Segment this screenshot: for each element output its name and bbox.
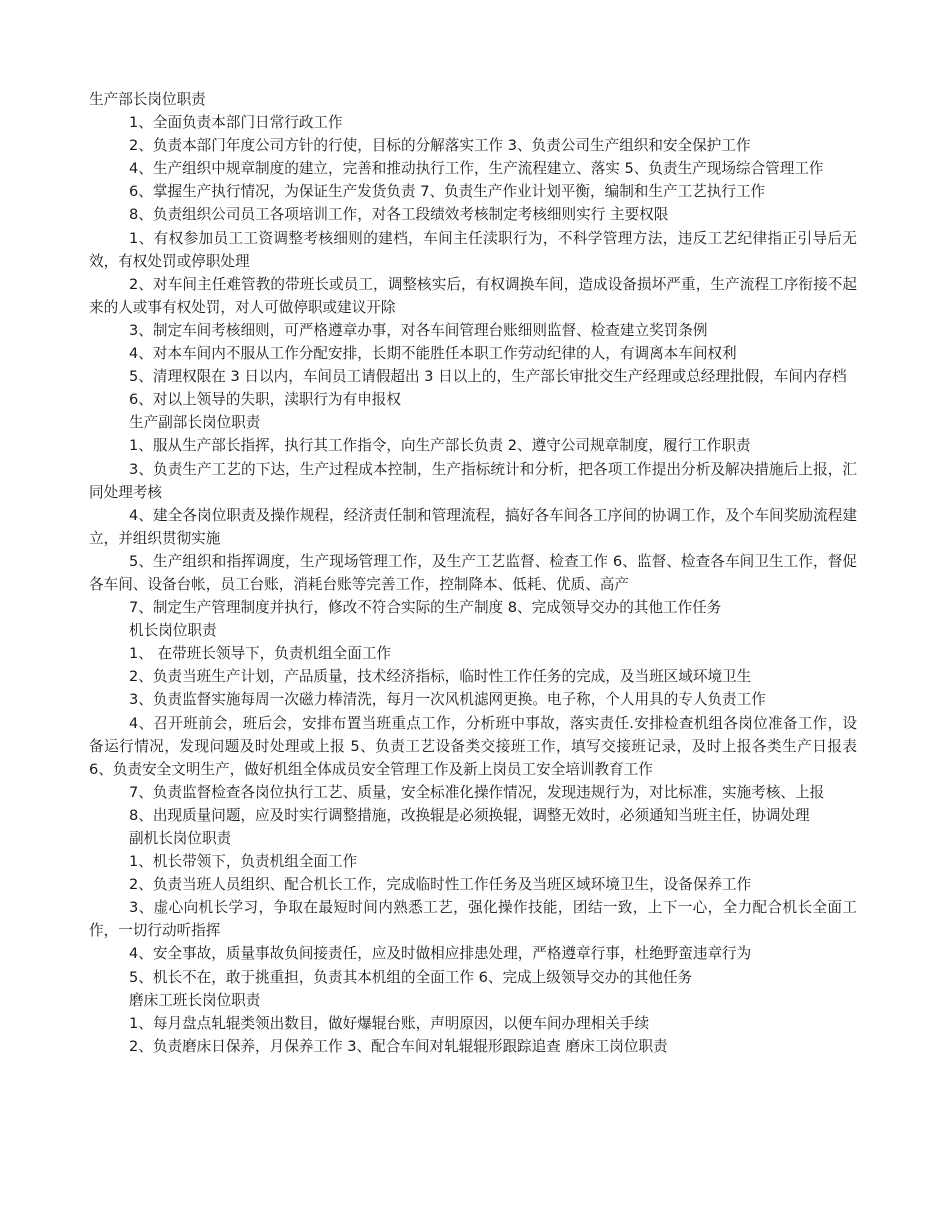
paragraph: 8、出现质量问题，应及时实行调整措施，改换辊是必须换辊，调整无效时，必须通知当班主任，协调处理: [129, 806, 810, 824]
paragraph: 4、生产组织中规章制度的建立，完善和推动执行工作，生产流程建立、落实 5、负责生产现场综合管理工作: [129, 160, 824, 178]
paragraph: 3、制定车间考核细则，可严格遵章办事，对各车间管理台账细则监督、检查建立奖罚条例: [129, 321, 708, 339]
paragraph: 4、安全事故，质量事故负间接责任，应及时做相应排患处理，严格遵章行事，杜绝野蛮违章行为: [129, 945, 752, 963]
paragraph: 2、负责当班生产计划，产品质量，技术经济指标，临时性工作任务的完成，及当班区域环境卫生: [129, 668, 752, 686]
paragraph: 6、掌握生产执行情况，为保证生产发货负责 7、负责生产作业计划平衡，编制和生产工艺执行工作: [129, 183, 766, 201]
paragraph: 2、负责当班人员组织、配合机长工作，完成临时性工作任务及当班区域环境卫生，设备保养工作: [129, 876, 752, 894]
paragraph: 3、负责监督实施每周一次磁力棒清洗，每月一次风机滤网更换。电子称，个人用具的专人负责工作: [129, 691, 766, 709]
document-body: [89, 111, 857, 1058]
paragraph: 磨床工班长岗位职责: [129, 991, 261, 1009]
paragraph: 生产副部长岗位职责: [129, 414, 261, 432]
paragraph: 8、负责组织公司员工各项培训工作，对各工段绩效考核制定考核细则实行 主要权限: [129, 206, 669, 224]
paragraph: 1、每月盘点轧辊类领出数目，做好爆辊台账，声明原因，以便车间办理相关手续: [129, 1014, 650, 1032]
paragraph: 2、对车间主任难管教的带班长或员工，调整核实后，有权调换车间，造成设备损坏严重，生产流程工序衔接不起来的人或事有权处罚，对人可做停职或建议开除: [89, 275, 857, 316]
paragraph: 5、生产组织和指挥调度，生产现场管理工作，及生产工艺监督、检查工作 6、监督、检查各车间卫生工作，督促各车间、设备台帐，员工台账，消耗台账等完善工作，控制降本、低耗、优质、高产: [89, 552, 857, 593]
paragraph: 副机长岗位职责: [129, 830, 232, 847]
paragraph: 4、建全各岗位职责及操作规程，经济责任制和管理流程，搞好各车间各工序间的协调工作，及个车间奖励流程建立，并组织贯彻实施: [89, 506, 857, 547]
paragraph: 5、清理权限在 3 日以内，车间员工请假超出 3 日以上的，生产部长审批交生产经理或总经理批假，车间内存档: [129, 368, 847, 386]
doc-title: 生产部长岗位职责: [89, 91, 206, 108]
paragraph: 4、对本车间内不服从工作分配安排，长期不能胜任本职工作劳动纪律的人，有调离本车间权利: [129, 345, 737, 363]
paragraph: 3、负责生产工艺的下达，生产过程成本控制，生产指标统计和分析，把各项工作提出分析及解决措施后上报，汇同处理考核: [89, 460, 857, 501]
paragraph: 1、有权参加员工工资调整考核细则的建档，车间主任渎职行为，不科学管理方法，违反工艺纪律指正引导后无效，有权处罚或停职处理: [89, 229, 857, 270]
paragraph: 1、机长带领下，负责机组全面工作: [129, 853, 358, 871]
paragraph: 7、制定生产管理制度并执行，修改不符合实际的生产制度 8、完成领导交办的其他工作任务: [129, 599, 722, 617]
document-page: [89, 88, 857, 1058]
paragraph: 1、全面负责本部门日常行政工作: [129, 114, 343, 132]
paragraph: 1、 在带班长领导下，负责机组全面工作: [129, 645, 392, 663]
paragraph: 7、负责监督检查各岗位执行工艺、质量，安全标准化操作情况，发现违规行为，对比标准，实施考核、上报: [129, 783, 825, 801]
paragraph: 2、负责本部门年度公司方针的行使，目标的分解落实工作 3、负责公司生产组织和安全保护工作: [129, 137, 751, 155]
paragraph: 2、负责磨床日保养，月保养工作 3、配合车间对轧辊辊形跟踪追查 磨床工岗位职责: [129, 1037, 668, 1055]
paragraph: 1、服从生产部长指挥，执行其工作指令，向生产部长负责 2、遵守公司规章制度，履行工作职责: [129, 437, 751, 455]
paragraph: 5、机长不在，敢于挑重担，负责其本机组的全面工作 6、完成上级领导交办的其他任务: [129, 968, 693, 986]
paragraph: 3、虚心向机长学习，争取在最短时间内熟悉工艺，强化操作技能，团结一致，上下一心，全力配合机长全面工作，一切行动听指挥: [89, 899, 857, 940]
paragraph: 机长岗位职责: [129, 622, 217, 640]
paragraph: 6、对以上领导的失职，渎职行为有申报权: [129, 391, 401, 409]
paragraph: 4、召开班前会，班后会，安排布置当班重点工作，分析班中事故，落实责任.安排检查机组各岗位准备工作，设备运行情况，发现问题及时处理或上报 5、负责工艺设备类交接班工作，填写交接班记录，及时上报各类生产日报表 6、负责安全文明生产，做好机组全体成员安全管理工作及新上岗员工安全培训教育工作: [89, 714, 857, 778]
